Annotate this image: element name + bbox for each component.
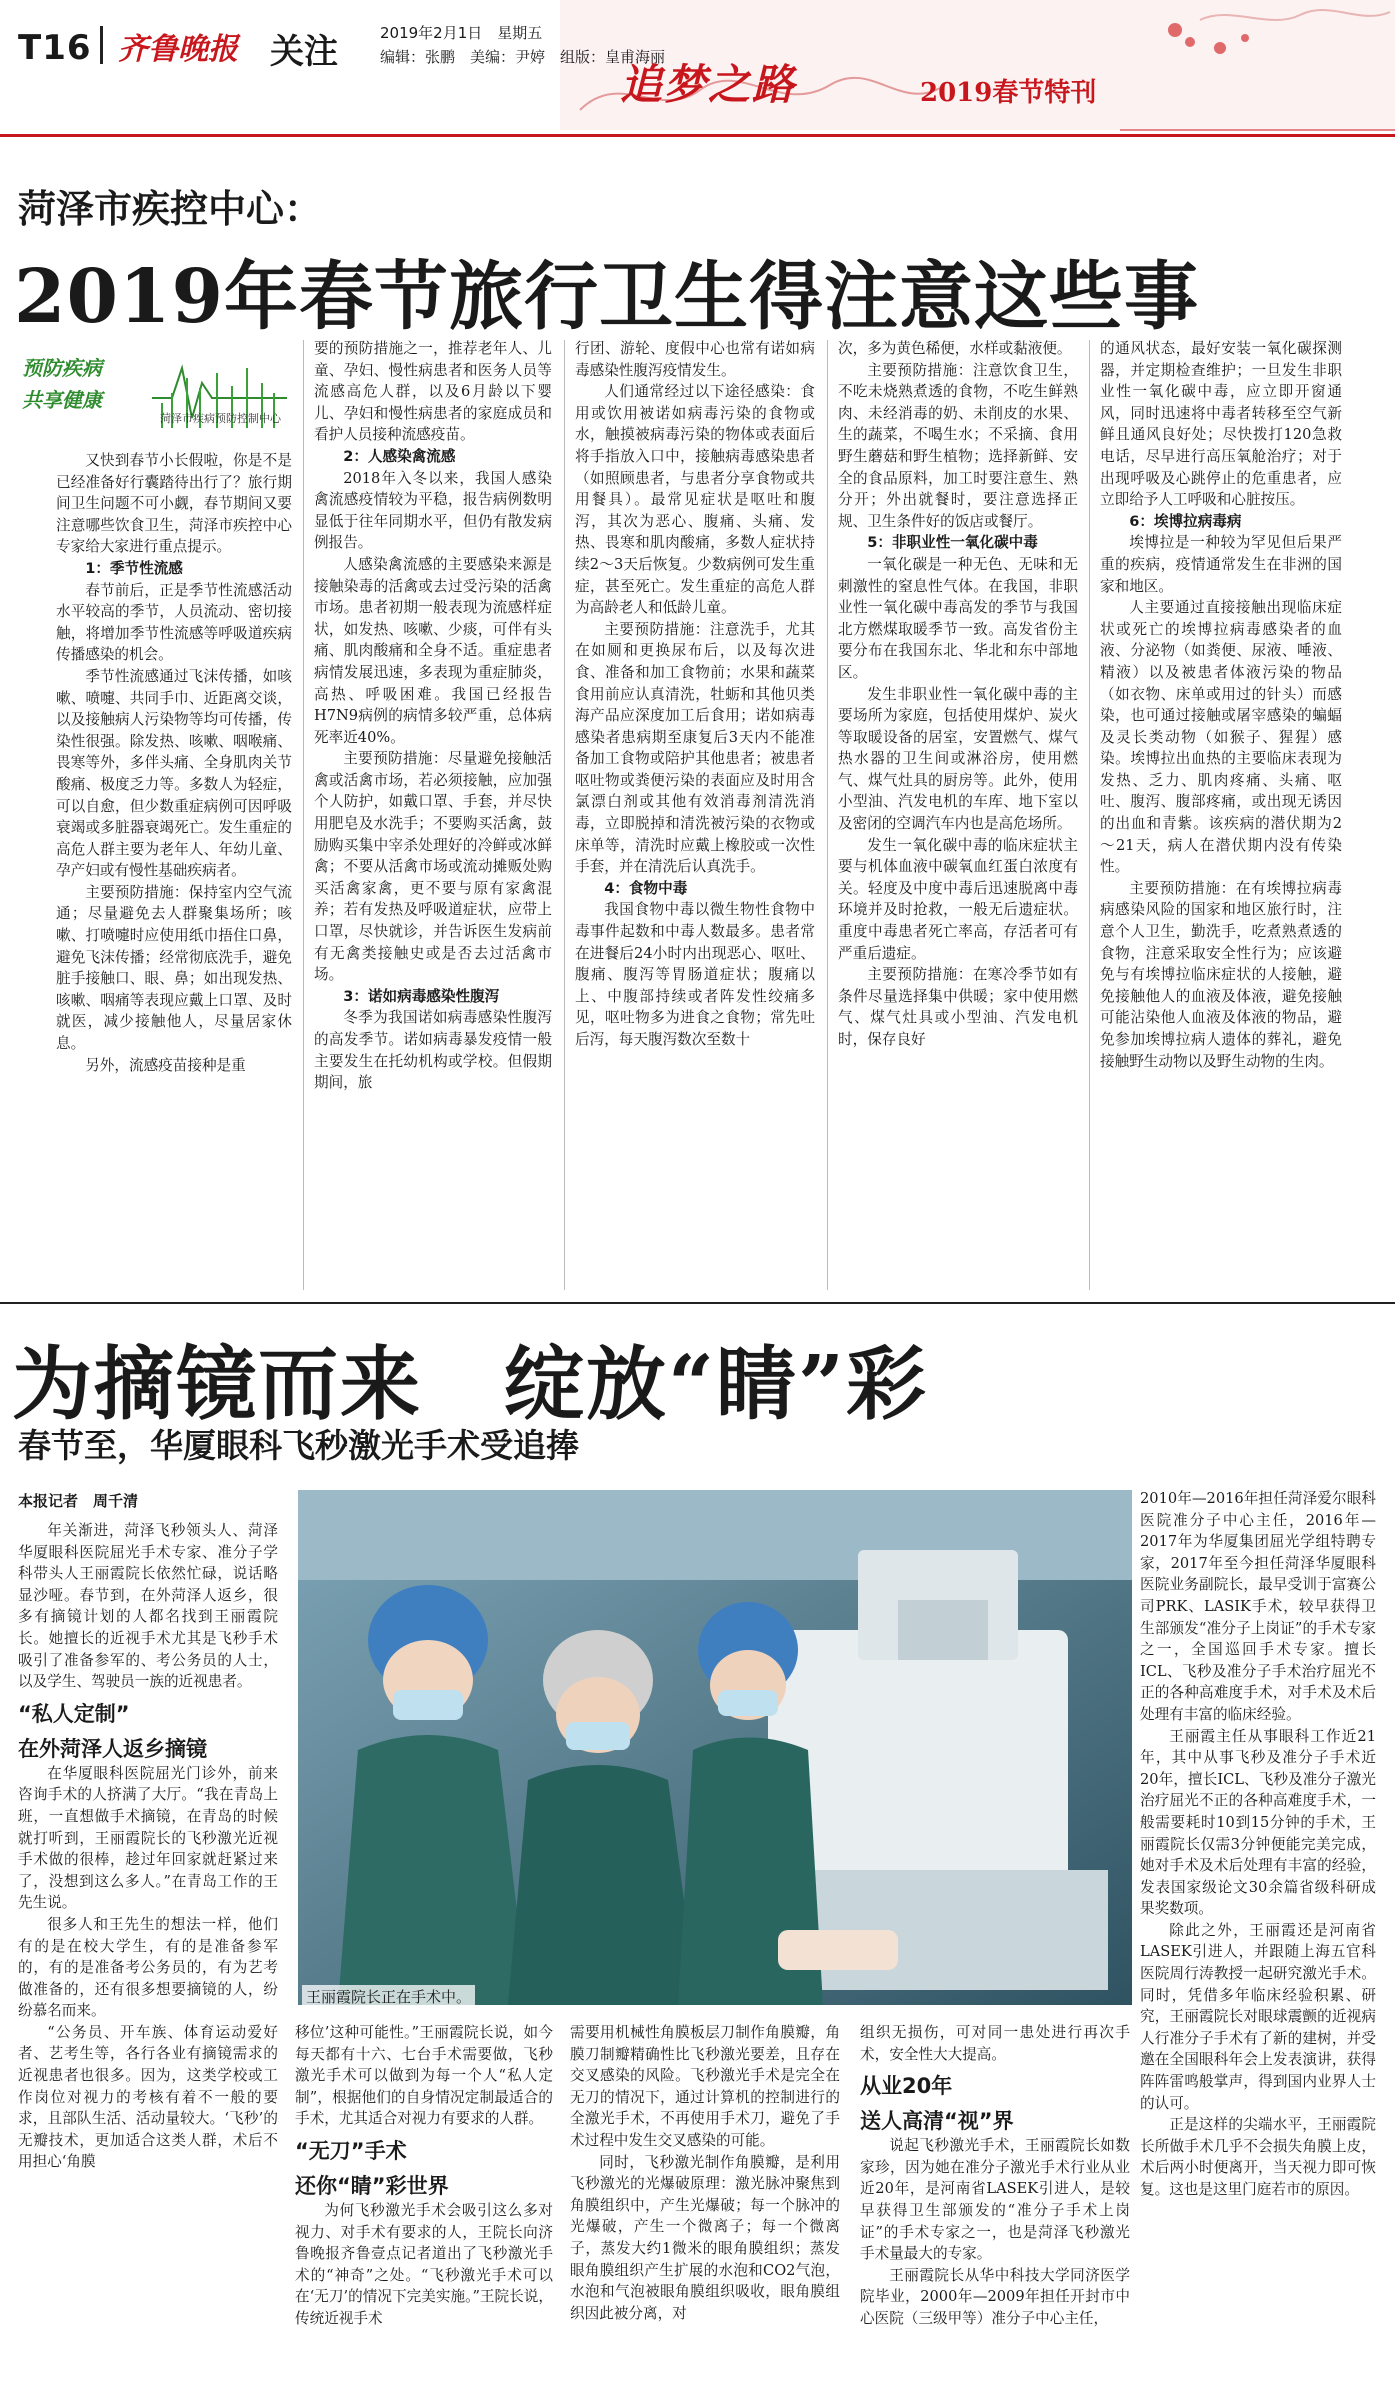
paragraph: 主要预防措施：在寒冷季节如有条件尽量选择集中供暖；家中使用燃气、煤气灶具或小型油、汽发电机时，保存良好 [838,966,1078,1048]
paragraph: 发生一氧化碳中毒的临床症状主要与机体血液中碳氧血红蛋白浓度有关。轻度及中度中毒后迅速脱离中毒环境并及时抢救，一般无后遗症状。重度中毒患者死亡率高，存活者可有严重后遗症。 [838,836,1078,962]
paragraph: 除此之外，王丽霞还是河南省LASEK引进人，并跟随上海五官科医院周行涛教授一起研究激光手术。同时，凭借多年临床经验积累、研究，王丽霞院长对眼球震颤的近视病人行准分子手术有了新的建树，并受邀在全国眼科年会上发表演讲，获得阵阵雷鸣般掌声，得到国内业界人士的认可。 [1140,1921,1376,2112]
column-rule [303,340,304,1290]
paragraph: 又快到春节小长假啦，你是不是已经准备好行囊踏待出行了？旅行期间卫生问题不可小觑，春节期间又要注意哪些饮食卫生，菏泽市疾控中心专家给大家进行重点提示。 [56,452,292,556]
article1-column-5 [1100,338,1342,1072]
article2-column-5 [1140,1488,1376,2201]
article2-column-3 [570,2022,840,2324]
paragraph: 埃博拉是一种较为罕见但后果严重的疾病，疫情通常发生在非洲的国家和地区。 [1100,534,1342,595]
paragraph: 2010年—2016年担任菏泽爱尔眼科医院准分子中心主任，2016年—2017年为华厦集团屈光学组特聘专家，2017年至今担任菏泽华厦眼科医院业务副院长，最早受训于富赛公司PRK、LASIK手术，较早获得卫生部颁发“准分子上岗证”的手术专家之一，全国巡回手术专家。擅长ICL、飞秒及准分子手术治疗屈光不正的各种高难度手术，对手术及术后处理有丰富的临床经验。 [1140,1490,1376,1723]
paragraph: 很多人和王先生的想法一样，他们有的是在校大学生，有的是准备参军的，有的是准备考公务员的，有为艺考做准备的，还有很多想要摘镜的人，纷纷慕名而来。 [18,1915,278,2020]
article2-column-1 [18,1520,278,2173]
article2-column-4 [860,2022,1130,2330]
newspaper-logo: 齐鲁晚报 [118,32,238,67]
paragraph: 主要预防措施：注意饮食卫生，不吃未烧熟煮透的食物，不吃生鲜熟肉、未经消毒的奶、未削皮的水果、生的蔬菜，不喝生水；不采摘、食用野生蘑菇和野生植物；选择新鲜、安全的食品原料，加工时要注意生、熟分开；外出就餐时，要注意选择正规、卫生条件好的饭店或餐厅。 [838,361,1078,530]
page-number: T16 [18,28,92,68]
paragraph: 需要用机械性角膜板层刀制作角膜瓣，角膜刀制瓣精确性比飞秒激光要差，且存在交叉感染的风险。飞秒激光手术是完全在无刀的情况下，通过计算机的控制进行的全激光手术，不再使用手术刀，避免了手术过程中发生交叉感染的可能。 [570,2024,840,2149]
paragraph: 次，多为黄色稀便，水样或黏液便。 [838,340,1072,357]
article1-headline: 2019年春节旅行卫生得注意这些事 [14,254,1199,340]
paragraph: 春节前后，正是季节性流感活动水平较高的季节，人员流动、密切接触，将增加季节性流感等呼吸道疾病传播感染的机会。 [56,581,292,664]
section-heading: 5：非职业性一氧化碳中毒 [867,534,1038,552]
paragraph: 人们通常经过以下途径感染：食用或饮用被诺如病毒污染的食物或水，触摸被病毒污染的物体或表面后将手指放入口中，接触病毒感染患者（如照顾患者，与患者分享食物或共用餐具）。最常见症状是呕吐和腹泻，其次为恶心、腹痛、头痛、发热、畏寒和肌肉酸痛，多数人症状持续2～3天后恢复。少数病例可发生重症，甚至死亡。发生重症的高危人群为高龄老人和低龄儿童。 [575,383,815,617]
surgery-photo-image [298,1490,1132,2005]
paragraph: 主要预防措施：在有埃博拉病毒病感染风险的国家和地区旅行时，注意个人卫生，勤洗手，吃煮熟煮透的食物，注意采取安全性行为；应该避免与有埃博拉临床症状的人接触，避免接触他人的血液及体液，避免接触可能沾染他人血液及体液的物品，避免参加埃博拉病人遗体的葬礼，避免接触野生动物以及野生动物的生肉。 [1100,879,1342,1070]
section-heading: 6：埃博拉病毒病 [1129,512,1242,530]
paragraph: “公务员、开车族、体育运动爱好者、艺考生等，各行各业有摘镜需求的近视患者也很多。因为，这类学校或工作岗位对视力的考核有着不一般的要求，且部队生活、活动量较大。‘飞秒’的无瓣技术，更加适合这类人群，术后不用担心‘角膜 [18,2023,278,2171]
article1-kicker: 菏泽市疾控中心： [18,186,323,231]
section-heading: 4：食物中毒 [604,879,688,897]
article2-subheadline: 春节至，华厦眼科飞秒激光手术受追捧 [18,1426,579,1465]
paragraph: 冬季为我国诺如病毒感染性腹泻的高发季节。诺如病毒暴发疫情一般主要发生在托幼机构或学校。但假期期间，旅 [314,1009,552,1092]
paragraph: 主要预防措施：注意洗手，尤其在如厕和更换尿布后，以及每次进食、准备和加工食物前；水果和蔬菜食用前应认真清洗，牡蛎和其他贝类海产品应深度加工后食用；诺如病毒感染者患病期至康复后3天内不能准备加工食物或陪护其他患者；被患者呕吐物或粪便污染的表面应及时用含氯漂白剂或其他有效消毒剂清洗消毒，立即脱掉和清洗被污染的衣物或床单等，清洗时应戴上橡胶或一次性手套，并在清洗后认真洗手。 [575,620,815,876]
byline: 本报记者 周千清 [18,1492,139,1510]
paragraph: 另外，流感疫苗接种是重 [85,1056,246,1074]
column-rule [827,340,828,1290]
editors-line: 编辑：张鹏 美编：尹婷 组版：皇甫海丽 [380,48,666,66]
paragraph: 主要预防措施：保持室内空气流通；尽量避免去人群聚集场所；咳嗽、打喷嚏时应使用纸巾捂住口鼻，避免飞沫传播；经常彻底洗手，避免脏手接触口、眼、鼻；如出现发热、咳嗽、咽痛等表现应戴上口罩、及时就医，减少接触他人，尽量居家休息。 [56,883,292,1053]
article1-column-1 [56,450,292,1076]
photo-caption: 王丽霞院长正在手术中。 [302,1985,475,2008]
logo-slogan-line2: 共享健康 [22,388,102,412]
paragraph: 组织无损伤，可对同一患处进行再次手术，安全性大大提高。 [860,2024,1130,2063]
paragraph: 的通风状态，最好安装一氧化碳探测器，并定期检查维护；一旦发生非职业性一氧化碳中毒，应立即开窗通风，同时迅速将中毒者转移至空气新鲜且通风良好处；尽快拨打120急救电话，尽早进行高压氧舱治疗；对于出现呼吸及心跳停止的危重患者，应立即给予人工呼吸和心脏按压。 [1100,340,1342,509]
paragraph: 行团、游轮、度假中心也常有诺如病毒感染性腹泻疫情发生。 [575,340,815,379]
article2-column-2 [295,2022,553,2330]
paragraph: 人主要通过直接接触出现临床症状或死亡的埃博拉病毒感染者的血液、分泌物（如粪便、尿液、唾液、精液）以及被患者体液污染的物品（如衣物、床单或用过的针头）而感染，也可通过接触或屠宰感染的蝙蝠及灵长类动物（如猴子、猩猩）感染。埃博拉出血热的主要临床表现为发热、乏力、肌肉疼痛、头痛、呕吐、腹泻、腹部疼痛，或出现无诱因的出血和青紫。该疾病的潜伏期为2～21天，病人在潜伏期内没有传染性。 [1100,599,1342,876]
logo-org-name: 菏泽市疾病预防控制中心 [160,412,281,425]
paragraph: 正是这样的尖端水平，王丽霞院长所做手术几乎不会损失角膜上皮，术后两小时便离开，当天视力即可恢复。这也是这里门庭若市的原因。 [1140,2116,1376,2198]
paragraph: 一氧化碳是一种无色、无味和无刺激性的窒息性气体。在我国，非职业性一氧化碳中毒高发的季节与我国北方燃煤取暖季节一致。高发省份主要分布在我国东北、华北和东中部地区。 [838,555,1078,681]
subheading: “私人定制” [18,1701,130,1726]
section-heading: 2：人感染禽流感 [343,447,456,465]
subheading: 送人高清“视”界 [860,2109,1014,2134]
paragraph: 同时，飞秒激光制作角膜瓣，是利用飞秒激光的光爆破原理：激光脉冲聚焦到角膜组织中，产生光爆破；每一个脉冲的光爆破，产生一个微离子；每一个微离子，蒸发大约1微米的眼角膜组织；蒸发眼角膜组织产生扩展的水泡和CO2气泡，水泡和气泡被眼角膜组织吸收，眼角膜组织因此被分离，对 [570,2153,840,2322]
paragraph: 移位’这种可能性。”王丽霞院长说，如今每天都有十六、七台手术需要做，飞秒激光手术可以做到为每一个人“私人定制”，根据他们的自身情况定制最适合的手术，尤其适合对视力有要求的人群。 [295,2024,553,2128]
paragraph: 2018年入冬以来，我国人感染禽流感疫情较为平稳，报告病例数明显低于往年同期水平，但仍有散发病例报告。 [314,469,552,552]
column-rule [1089,340,1090,1290]
paragraph: 为何飞秒激光手术会吸引这么多对视力、对手术有要求的人，王院长向济鲁晚报齐鲁壹点记者道出了飞秒激光手术的“神奇”之处。“飞秒激光手术可以在‘无刀’的情况下完美实施。”王院长说，传统近视手术 [295,2201,553,2327]
paragraph: 要的预防措施之一，推荐老年人、儿童、孕妇、慢性病患者和医务人员等流感高危人群，以及6月龄以下婴儿、孕妇和慢性病患者的家庭成员和看护人员接种流感疫苗。 [314,340,552,444]
divider [100,26,103,64]
masthead [0,0,1395,138]
paragraph: 季节性流感通过飞沫传播，如咳嗽、喷嚏、共同手巾、近距离交谈，以及接触病人污染物等均可传播，传染性很强。除发热、咳嗽、咽喉痛、畏寒等外，多伴头痛、全身肌肉关节酸痛、极度乏力等。多数人为轻症，可以自愈，但少数重症病例可因呼吸衰竭或多脏器衰竭死亡。发生重症的高危人群主要为老年人、年幼儿童、孕产妇或有慢性基础疾病者。 [56,667,292,880]
surgery-photo [298,1490,1132,2005]
article1-column-3 [575,338,815,1051]
paragraph: 人感染禽流感的主要感染来源是接触染毒的活禽或去过受污染的活禽市场。患者初期一般表现为流感样症状，如发热、咳嗽、少痰，可伴有头痛、肌肉酸痛和全身不适。重症患者病情发展迅速，多表现为重症肺炎，高热、呼吸困难。我国已经报告H7N9病例的病情多较严重，总体病死率近40%。 [314,555,552,746]
paragraph: 主要预防措施：尽量避免接触活禽或活禽市场，若必须接触，应加强个人防护，如戴口罩、手套，并尽快用肥皂及水洗手；不要购买活禽，鼓励购买集中宰杀处理好的冷鲜或冰鲜禽；不要从活禽市场或流动摊贩处购买活禽家禽，更不要与原有家禽混养；若有发热及呼吸道症状，应带上口罩，尽快就诊，并告诉医生发病前有无禽类接触史或是否去过活禽市场。 [314,750,552,984]
article2-headline: 为摘镜而来 绽放“睛”彩 [12,1337,929,1431]
section-heading: 1：季节性流感 [85,559,183,577]
subheading: 从业20年 [860,2074,953,2099]
feature-slogan: 追梦之路 [620,60,797,109]
column-rule [564,340,565,1290]
paragraph: 在华厦眼科医院屈光门诊外，前来咨询手术的人挤满了大厅。“我在青岛上班，一直想做手术摘镜，在青岛的时候就打听到，王丽霞院长的飞秒激光近视手术做的很棒，趁过年回家就赶紧过来了，没想到这么多人。”在青岛工作的王先生说。 [18,1764,278,1912]
masthead-rule [0,134,1395,137]
subheading: “无刀”手术 [295,2138,407,2163]
subheading: 还你“睛”彩世界 [295,2173,449,2198]
paragraph: 年关渐进，菏泽飞秒领头人、菏泽华厦眼科医院屈光手术专家、准分子学科带头人王丽霞院长依然忙碌，说话略显沙哑。春节到，在外菏泽人返乡，很多有摘镜计划的人都名找到王丽霞院长。她擅长的近视手术尤其是飞秒手术吸引了准备参军的、考公务员的人士，以及学生、驾驶员一族的近视患者。 [18,1522,278,1691]
article1-column-2 [314,338,552,1094]
issue-date: 2019年2月1日 星期五 [380,24,543,42]
paragraph: 王丽霞院长从华中科技大学同济医学院毕业，2000年—2009年担任开封市中心医院（三级甲等）准分子中心主任， [860,2266,1130,2327]
paragraph: 王丽霞主任从事眼科工作近21年，其中从事飞秒及准分子手术近20年，擅长ICL、飞秒及准分子激光治疗屈光不正的各种高难度手术，一般需要耗时10到15分钟的手术，王丽霞院长仅需3分钟便能完美完成，她对手术及术后处理有丰富的经验，发表国家级论文30余篇省级科研成果奖数项。 [1140,1727,1376,1918]
section-heading: 3：诺如病毒感染性腹泻 [343,987,500,1005]
special-edition-label: 2019春节特刊 [920,78,1097,108]
article-separator [0,1302,1395,1304]
logo-slogan-line1: 预防疾病 [22,356,102,380]
subheading: 在外菏泽人返乡摘镜 [18,1736,207,1761]
section-title: 关注 [270,32,338,72]
paragraph: 说起飞秒激光手术，王丽霞院长如数家珍，因为她在准分子激光手术行业从业近20年，是河南省LASEK引进人，是较早获得卫生部颁发的“准分子手术上岗证”的手术专家之一，也是菏泽飞秒激光手术量最大的专家。 [860,2137,1130,2263]
paragraph: 我国食物中毒以微生物性食物中毒事件起数和中毒人数最多。患者常在进餐后24小时内出现恶心、呕吐、腹痛、腹泻等胃肠道症状；腹痛以上、中腹部持续或者阵发性绞痛多见，呕吐物多为进食之食物；常先吐后泻，每天腹泻数次至数十 [575,901,815,1048]
article1-column-4 [838,338,1078,1051]
paragraph: 发生非职业性一氧化碳中毒的主要场所为家庭，包括使用煤炉、炭火等取暖设备的居室，安置燃气、煤气热水器的卫生间或淋浴房，使用燃气、煤气灶具的厨房等。此外，使用小型油、汽发电机的车库、地下室以及密闭的空调汽车内也是高危场所。 [838,685,1078,833]
